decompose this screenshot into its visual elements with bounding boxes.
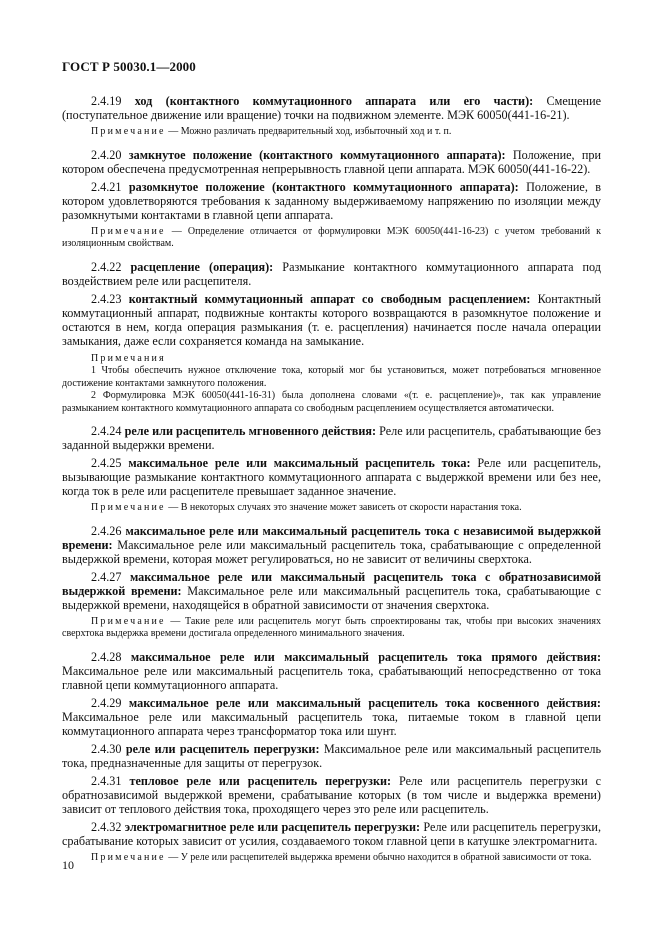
definition-text: Размыкание контактного коммутационного аппарата под воздействием реле или расцепителя.	[62, 259, 601, 288]
note-text: Такие реле или расцепитель могут быть спроектированы так, чтобы при высоких значениях сверхтока выдержка времени достигала определенного минимального значения.	[62, 615, 602, 639]
definition-text: Реле или расцепитель, срабатывающие без заданной выдержки времени.	[62, 424, 601, 452]
clause-number: 2.4.19	[91, 94, 122, 108]
definition-2-4-28	[62, 650, 601, 692]
notes-heading: Примечания	[91, 352, 166, 364]
definition-2-4-23	[62, 292, 601, 348]
definition-2-4-31	[62, 774, 601, 816]
definition-2-4-30	[62, 742, 601, 770]
clause-number: 2.4.29	[91, 695, 122, 710]
note-label: Примечание	[91, 126, 166, 137]
term: контактный коммутационный аппарат со свободным расцеплением:	[128, 291, 531, 306]
document-header: ГОСТ Р 50030.1—2000	[62, 59, 196, 74]
definition-2-4-24	[62, 424, 601, 452]
note-label: Примечание	[91, 615, 166, 627]
term: реле или расцепитель перегрузки:	[125, 741, 320, 756]
note-2-4-19	[62, 126, 601, 139]
note-2-4-25	[62, 502, 601, 515]
note-2-4-21	[62, 226, 601, 251]
note-label: Примечание	[91, 225, 166, 237]
clause-number: 2.4.21	[91, 179, 122, 194]
term: разомкнутое положение (контактного коммутационного аппарата):	[128, 179, 519, 194]
term: максимальное реле или максимальный расцепитель тока косвенного действия:	[128, 695, 601, 710]
definition-text: Реле или расцепитель перегрузки, срабатывание которых зависит от усилия, создаваемого током главной цепи в катушке электромагнита.	[62, 819, 601, 848]
term: реле или расцепитель мгновенного действия:	[124, 424, 377, 438]
clause-number: 2.4.20	[91, 147, 122, 162]
definition-2-4-26	[62, 524, 601, 566]
note-label: Примечание	[91, 502, 166, 513]
term: замкнутое положение (контактного коммутационного аппарата):	[128, 147, 506, 162]
definition-text: Положение, при котором обеспечена предусмотренная непрерывность главной цепи аппарата. МЭК 60050(441-16-22).	[62, 147, 602, 176]
definition-text: Контактный коммутационный аппарат, подвижные контакты которого возвращаются в разомкнутое положение и остаются в нем, когда операция размыкания (т. е. расцепления) начинается после начала операции замыкания, даже если сохраняется команда на замыкание.	[62, 291, 601, 348]
document-body	[62, 94, 601, 873]
definition-text: Максимальное реле или максимальный расцепитель тока, срабатывающие с выдержкой времени, находящейся в обратной зависимости от значения сверхтока.	[62, 583, 601, 612]
note-text: В некоторых случаях это значение может зависеть от скорости нарастания тока.	[180, 502, 522, 513]
definition-2-4-21	[62, 180, 601, 222]
clause-number: 2.4.22	[91, 259, 122, 274]
definition-text: Максимальное реле или максимальный расцепитель тока, срабатывающий непосредственно от тока главной цепи коммутационного аппарата.	[62, 663, 601, 692]
term: электромагнитное реле или расцепитель перегрузки:	[124, 819, 421, 834]
clause-number: 2.4.26	[91, 523, 122, 538]
clause-number: 2.4.27	[91, 569, 122, 584]
clause-number: 2.4.28	[91, 649, 122, 664]
definition-text: Максимальное реле или максимальный расцепитель тока, предназначенные для защиты от перегрузок.	[62, 741, 601, 770]
clause-number: 2.4.24	[91, 424, 122, 438]
definition-text: Реле или расцепитель перегрузки с обратнозависимой выдержкой времени, срабатывание которых (в том числе и выдержка времени) зависит от теплового действия тока, проходящего через это реле или расцепитель.	[62, 773, 601, 816]
definition-text: Реле или расцепитель, вызывающие размыкание контактного коммутационного аппарата с выдержкой времени или без нее, когда ток в реле или расцепителе превышает заданное значение.	[62, 456, 601, 498]
definition-2-4-22	[62, 260, 601, 288]
note-2-4-32	[62, 852, 601, 865]
note-dash: —	[165, 851, 181, 863]
term: ход (контактного коммутационного аппарата или его части):	[134, 94, 534, 108]
definition-2-4-32	[62, 820, 601, 848]
definition-2-4-20	[62, 148, 601, 176]
note-dash: —	[165, 615, 185, 627]
definition-text: Положение, в котором удовлетворяются требования к заданному выдерживаемому напряжению по изоляции между разомкнутыми контактами в главной цепи аппарата.	[62, 179, 602, 222]
definition-text: Максимальное реле или максимальный расцепитель тока, питаемые током в главной цепи коммутационного аппарата через трансформатор тока или шунт.	[62, 709, 601, 738]
clause-number: 2.4.23	[91, 291, 122, 306]
note-label: Примечание	[91, 851, 166, 863]
note-item-2: 2 Формулировка МЭК 60050(441-16-31) была дополнена словами «(т. е. расцепление)», так как управление размыканием контактного коммутационного аппарата со свободным расцеплением осуществляется автоматически.	[62, 390, 601, 414]
term: максимальное реле или максимальный расцепитель тока с обратнозависимой выдержкой времени:	[62, 569, 601, 598]
clause-number: 2.4.32	[91, 819, 122, 834]
note-dash: —	[165, 502, 181, 513]
page-number: 10	[62, 858, 74, 872]
definition-2-4-19	[62, 94, 601, 122]
definition-2-4-25	[62, 456, 601, 498]
definition-2-4-27	[62, 570, 601, 612]
term: расцепление (операция):	[130, 259, 274, 274]
term: тепловое реле или расцепитель перегрузки:	[129, 773, 392, 788]
definition-2-4-29	[62, 696, 601, 738]
note-text: Определение отличается от формулировки МЭК 60050(441-16-23) с учетом требований к изоляционным свойствам.	[62, 225, 601, 249]
term: максимальное реле или максимальный расцепитель тока:	[128, 456, 471, 470]
clause-number: 2.4.30	[91, 741, 122, 756]
note-item-1: 1 Чтобы обеспечить нужное отключение тока, который мог бы установиться, может потребоваться мгновенное достижение контактами замкнутого положения.	[62, 365, 601, 389]
note-text: Можно различать предварительный ход, избыточный ход и т. п.	[180, 126, 452, 137]
note-dash: —	[165, 126, 181, 137]
term: максимальное реле или максимальный расцепитель тока прямого действия:	[130, 649, 602, 664]
definition-text: Максимальное реле или максимальный расцепитель тока, срабатывающие с определенной выдержкой времени, которая может регулироваться, но не зависит от величины сверхтока.	[62, 537, 601, 566]
clause-number: 2.4.25	[91, 456, 122, 470]
note-2-4-27	[62, 616, 601, 641]
clause-number: 2.4.31	[91, 773, 122, 788]
note-dash: —	[165, 225, 188, 237]
term: максимальное реле или максимальный расцепитель тока с независимой выдержкой времени:	[62, 523, 601, 552]
definition-text: Смещение (поступательное движение или вращение) точки на подвижном элементе. МЭК 60050(441-16-21).	[62, 94, 602, 122]
note-text: У реле или расцепителей выдержка времени обычно находится в обратной зависимости от тока.	[180, 851, 592, 863]
